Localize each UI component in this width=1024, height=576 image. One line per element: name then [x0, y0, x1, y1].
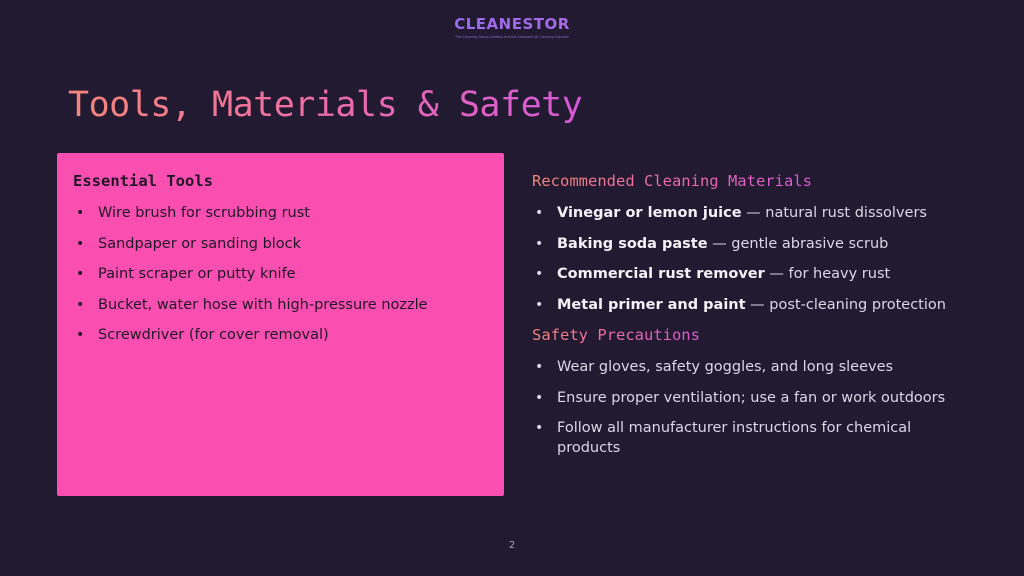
- bullet-icon: •: [535, 420, 544, 436]
- material-desc: — gentle abrasive scrub: [707, 235, 889, 252]
- list-item: [532, 295, 972, 315]
- bullet-icon: •: [76, 235, 85, 252]
- material-term: Commercial rust remover: [557, 266, 765, 282]
- page-number: 2: [508, 540, 516, 551]
- materials-heading: Recommended Cleaning Materials: [532, 172, 812, 190]
- essential-tools-list: [73, 203, 488, 345]
- list-item: [73, 203, 488, 223]
- bullet-icon: •: [76, 205, 85, 221]
- list-item: [532, 357, 972, 377]
- essential-tools-heading: Essential Tools: [73, 172, 213, 190]
- list-item: [532, 388, 972, 408]
- bullet-icon: •: [535, 296, 544, 313]
- list-item-text: Wear gloves, safety goggles, and long sleeves: [557, 359, 894, 375]
- right-column: [532, 171, 972, 469]
- list-item-text: Follow all manufacturer instructions for chemical products: [557, 420, 912, 456]
- bullet-icon: •: [535, 266, 544, 282]
- logo-wordmark: CLEANESTOR: [0, 15, 1024, 33]
- brand-logo: [0, 15, 1024, 40]
- bullet-icon: •: [535, 205, 544, 221]
- material-desc: — post-cleaning protection: [745, 296, 946, 313]
- list-item-text: Wire brush for scrubbing rust: [98, 205, 310, 221]
- safety-section: [532, 325, 972, 458]
- bullet-icon: •: [535, 389, 544, 406]
- material-term: Baking soda paste: [557, 235, 708, 252]
- list-item-text: Ensure proper ventilation; use a fan or work outdoors: [557, 389, 946, 406]
- material-desc: — natural rust dissolvers: [741, 205, 927, 221]
- logo-tagline: The Cleaning Group Limited and the Cleanest UK Cleaning Solution: [455, 35, 569, 39]
- list-item: [532, 418, 972, 458]
- list-item-text: Bucket, water hose with high-pressure nozzle: [98, 296, 428, 313]
- list-item: [73, 295, 488, 315]
- safety-heading: Safety Precautions: [532, 326, 700, 344]
- material-term: Metal primer and paint: [557, 296, 746, 313]
- list-item: [73, 325, 488, 345]
- list-item-text: Paint scraper or putty knife: [98, 266, 296, 282]
- material-desc: — for heavy rust: [764, 266, 891, 282]
- list-item: [532, 203, 972, 223]
- safety-list: [532, 357, 972, 458]
- essential-tools-card: [57, 153, 504, 496]
- bullet-icon: •: [76, 327, 85, 343]
- list-item: [532, 234, 972, 254]
- bullet-icon: •: [535, 235, 544, 252]
- list-item: [532, 264, 972, 284]
- list-item: [73, 234, 488, 254]
- bullet-icon: •: [76, 296, 85, 313]
- materials-list: [532, 203, 972, 315]
- bullet-icon: •: [535, 359, 544, 375]
- list-item: [73, 264, 488, 284]
- page-title: Tools, Materials & Safety: [68, 85, 583, 125]
- material-term: Vinegar or lemon juice: [557, 205, 742, 221]
- bullet-icon: •: [76, 266, 85, 282]
- list-item-text: Sandpaper or sanding block: [98, 235, 302, 252]
- list-item-text: Screwdriver (for cover removal): [98, 327, 329, 343]
